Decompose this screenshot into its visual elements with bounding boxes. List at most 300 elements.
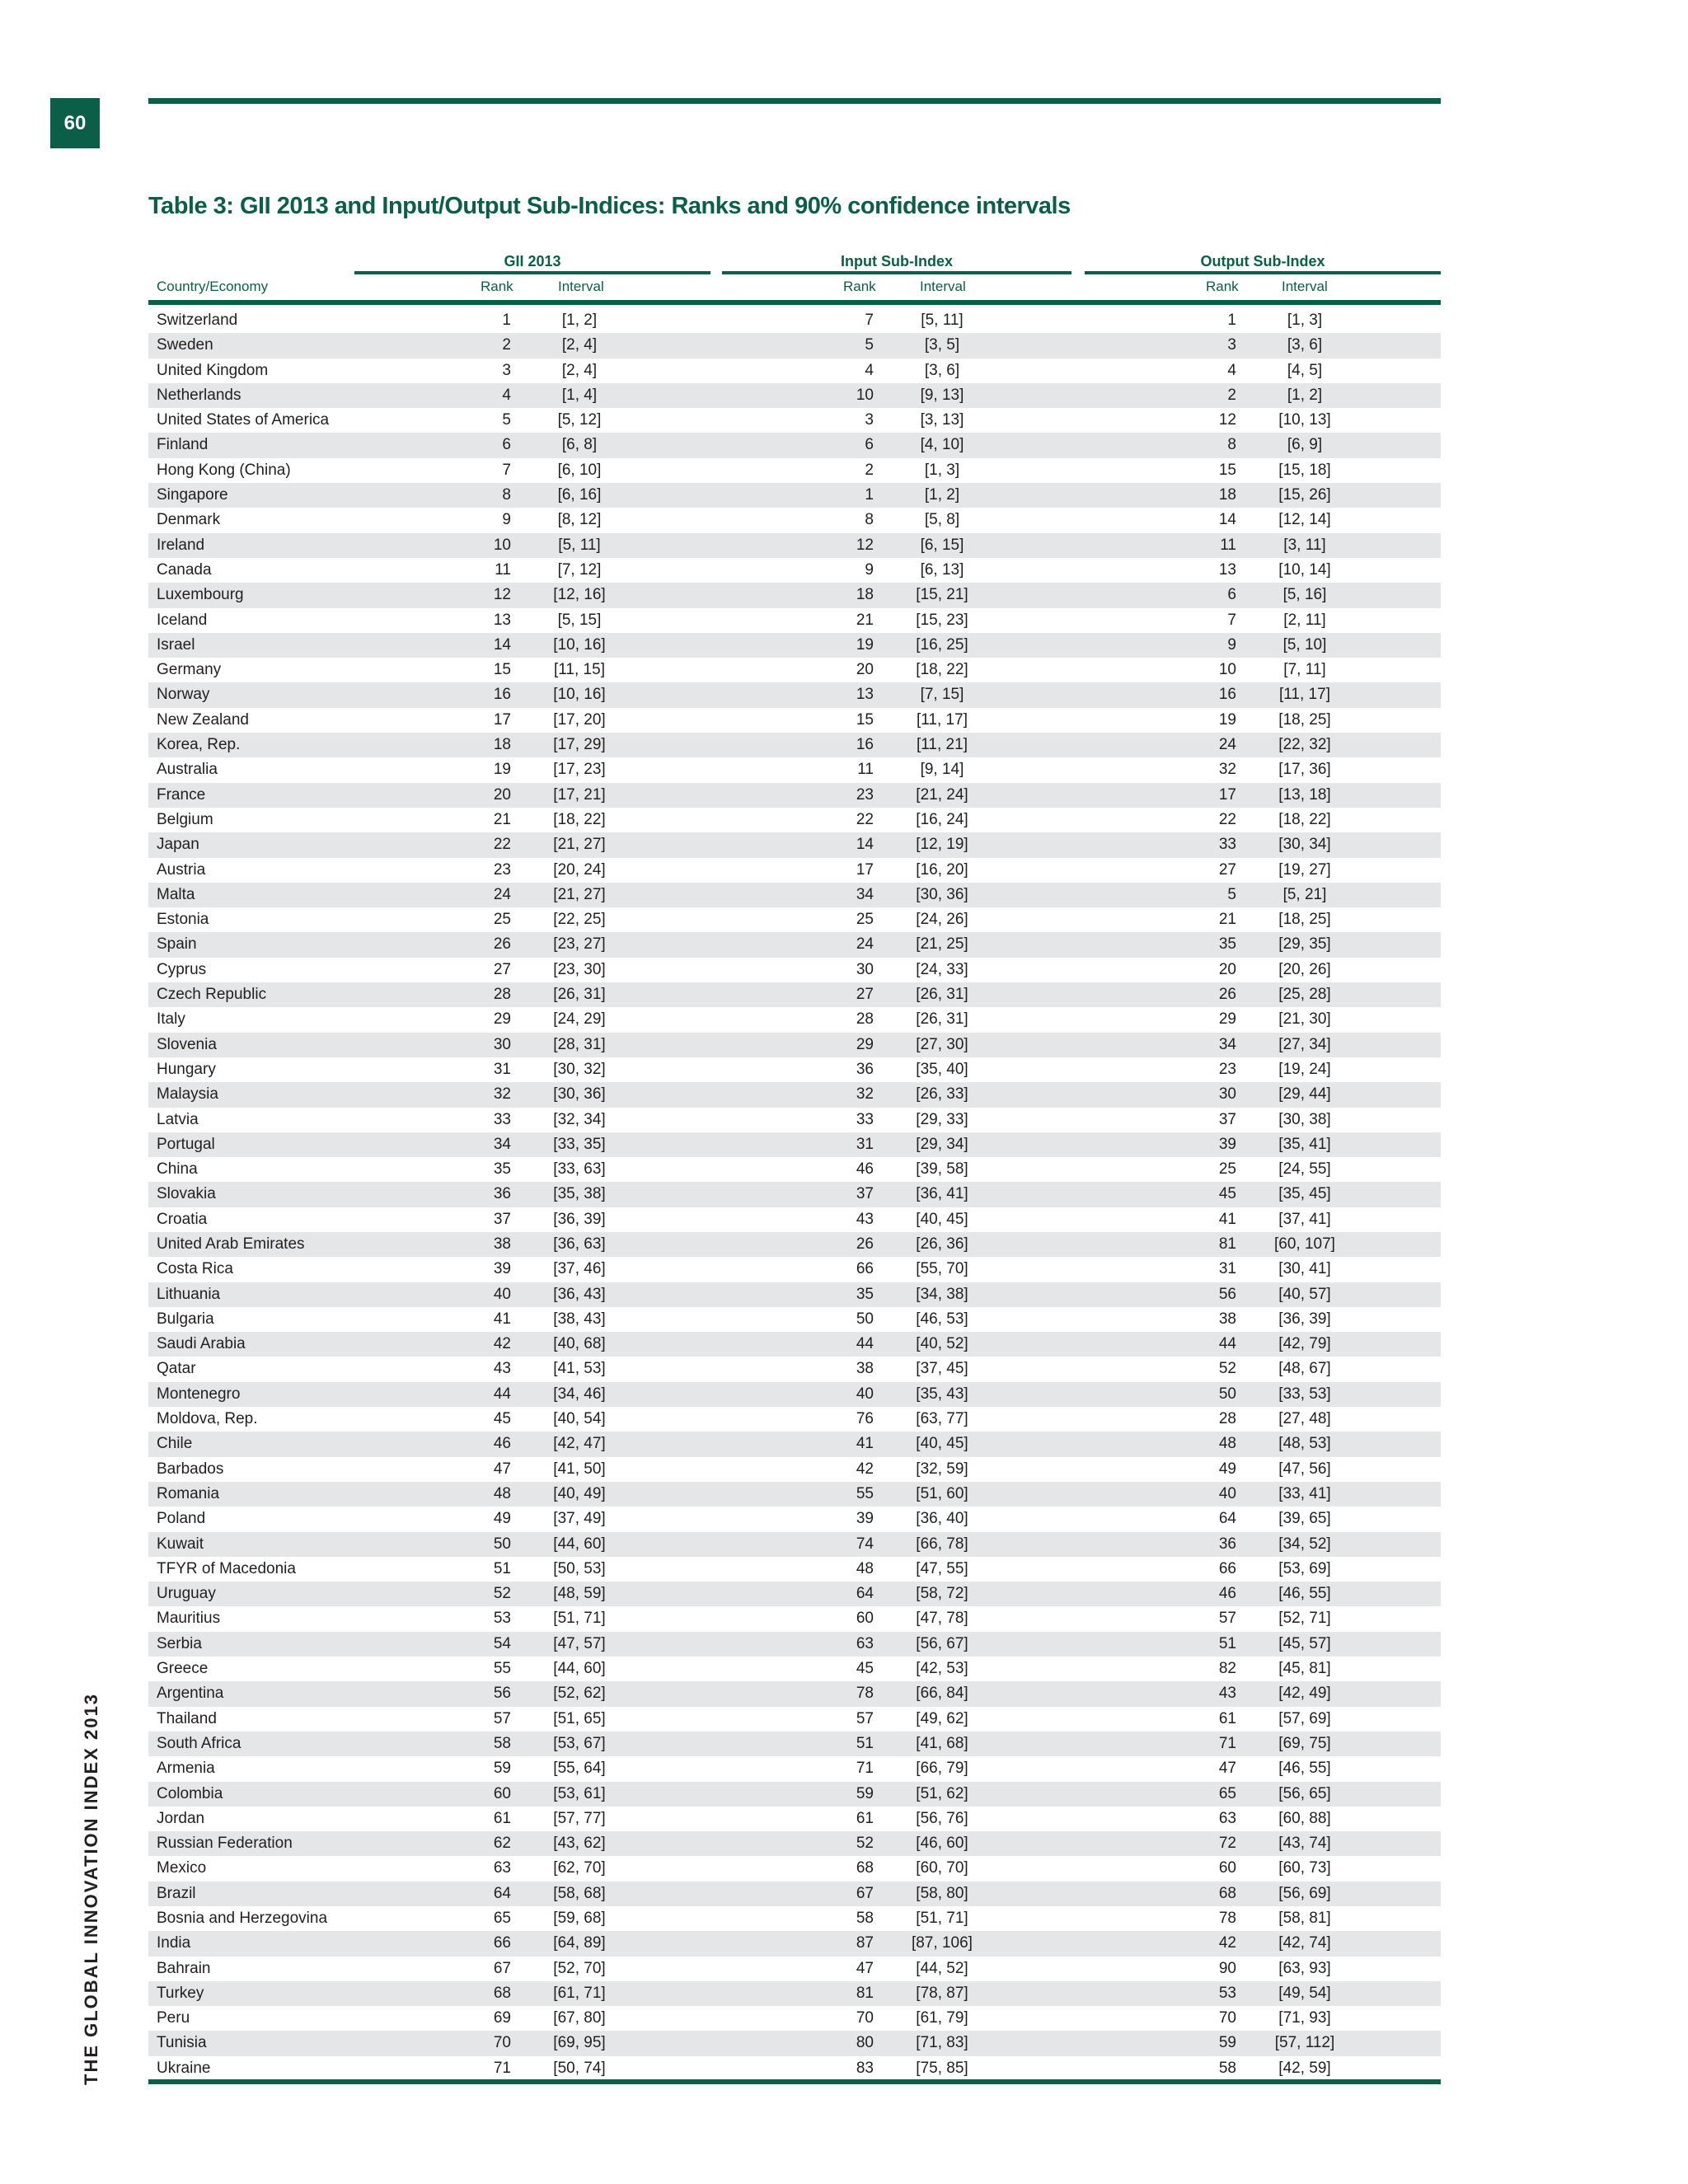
gii-interval-cell: [52, 62]: [553, 1685, 606, 1703]
output-rank-cell: 64: [1218, 1510, 1236, 1528]
table-row: [148, 1981, 1441, 2006]
output-interval-cell: [29, 35]: [1278, 935, 1331, 954]
input-interval-cell: [29, 33]: [916, 1110, 968, 1128]
table-row: [148, 1332, 1441, 1357]
gii-interval-cell: [5, 11]: [558, 536, 601, 554]
gii-interval-cell: [23, 30]: [553, 960, 606, 978]
input-rank-cell: 18: [856, 586, 874, 604]
gii-rank-header: Rank: [481, 279, 513, 294]
country-cell: Argentina: [157, 1685, 224, 1703]
gii-interval-cell: [44, 60]: [553, 1535, 606, 1553]
output-rank-cell: 20: [1218, 960, 1236, 978]
country-cell: Serbia: [157, 1634, 202, 1652]
country-cell: Montenegro: [157, 1385, 241, 1403]
input-rank-cell: 58: [856, 1910, 874, 1927]
output-interval-cell: [35, 45]: [1278, 1185, 1331, 1203]
input-interval-cell: [15, 21]: [916, 586, 968, 604]
country-cell: Ireland: [157, 536, 205, 554]
output-interval-cell: [60, 88]: [1278, 1809, 1331, 1827]
input-rank-cell: 57: [856, 1709, 874, 1727]
table-row: [148, 932, 1441, 957]
country-cell: Korea, Rep.: [157, 736, 241, 754]
gii-interval-cell: [32, 34]: [553, 1110, 606, 1128]
gii-rank-cell: 22: [493, 836, 511, 854]
output-interval-cell: [29, 44]: [1278, 1085, 1331, 1104]
gii-rank-cell: 58: [493, 1734, 511, 1752]
table-row: [148, 1082, 1441, 1107]
input-rank-cell: 48: [856, 1559, 874, 1577]
output-interval-cell: [5, 21]: [1282, 885, 1327, 903]
table-row: [148, 958, 1441, 982]
gii-rank-cell: 5: [502, 411, 511, 429]
country-cell: Switzerland: [157, 312, 238, 329]
input-rank-cell: 25: [856, 911, 874, 929]
output-rank-cell: 71: [1218, 1734, 1236, 1752]
gii-interval-cell: [41, 53]: [553, 1360, 606, 1378]
input-interval-cell: [60, 70]: [916, 1859, 968, 1877]
table-row: [148, 1957, 1441, 1981]
gii-interval-cell: [21, 27]: [553, 885, 606, 903]
output-interval-cell: [56, 65]: [1278, 1784, 1331, 1802]
table-row: [148, 1557, 1441, 1582]
input-rank-cell: 1: [865, 486, 874, 504]
output-rank-cell: 28: [1218, 1410, 1236, 1428]
gii-interval-cell: [50, 74]: [553, 2059, 606, 2077]
input-rank-header: Rank: [843, 279, 876, 294]
output-interval-cell: [49, 54]: [1278, 1984, 1331, 2002]
gii-rank-cell: 28: [493, 986, 511, 1004]
output-interval-cell: [4, 5]: [1287, 361, 1323, 379]
output-interval-cell: [19, 27]: [1278, 860, 1331, 879]
output-rank-cell: 34: [1218, 1035, 1236, 1053]
output-interval-cell: [3, 11]: [1283, 536, 1326, 554]
gii-interval-cell: [47, 57]: [553, 1634, 606, 1652]
input-rank-cell: 80: [856, 2034, 874, 2052]
output-rank-cell: 18: [1218, 486, 1236, 504]
table-row: [148, 1906, 1441, 1931]
input-interval-cell: [87, 106]: [912, 1934, 973, 1952]
input-rank-cell: 5: [865, 336, 874, 354]
input-rank-cell: 19: [856, 635, 874, 654]
gii-rank-cell: 23: [493, 860, 511, 879]
output-rank-cell: 58: [1218, 2059, 1236, 2077]
input-interval-cell: [16, 20]: [916, 860, 968, 879]
table-row: [148, 1207, 1441, 1232]
gii-interval-cell: [40, 68]: [553, 1335, 606, 1353]
input-interval-cell: [66, 78]: [916, 1535, 968, 1553]
output-interval-cell: [21, 30]: [1278, 1010, 1331, 1029]
gii-rank-cell: 26: [493, 935, 511, 954]
output-rank-cell: 19: [1218, 710, 1236, 729]
gii-rank-cell: 71: [493, 2059, 511, 2077]
input-interval-header: Interval: [920, 279, 966, 294]
output-rank-cell: 53: [1218, 1984, 1236, 2002]
table-row: [148, 982, 1441, 1007]
output-rank-cell: 7: [1227, 611, 1236, 629]
input-interval-cell: [21, 24]: [916, 785, 968, 804]
gii-rank-cell: 54: [493, 1634, 511, 1652]
output-rank-cell: 63: [1218, 1809, 1236, 1827]
output-rank-cell: 42: [1218, 1934, 1236, 1952]
table-row: [148, 1108, 1441, 1132]
output-interval-cell: [6, 9]: [1287, 436, 1323, 454]
country-cell: Saudi Arabia: [157, 1335, 246, 1353]
output-interval-cell: [19, 24]: [1278, 1060, 1331, 1078]
output-interval-cell: [48, 67]: [1278, 1360, 1331, 1378]
country-cell: South Africa: [157, 1734, 241, 1752]
output-rank-cell: 82: [1218, 1660, 1236, 1678]
table-row: [148, 1732, 1441, 1756]
output-rank-cell: 45: [1218, 1185, 1236, 1203]
input-rank-cell: 23: [856, 785, 874, 804]
output-rank-cell: 90: [1218, 1959, 1236, 1977]
country-cell: Poland: [157, 1510, 206, 1528]
input-interval-cell: [16, 24]: [916, 810, 968, 828]
top-rule: [148, 98, 1441, 104]
gii-rank-cell: 20: [493, 785, 511, 804]
input-rank-cell: 21: [856, 611, 874, 629]
input-interval-cell: [7, 15]: [920, 686, 964, 704]
input-rank-cell: 66: [856, 1260, 874, 1278]
country-cell: Colombia: [157, 1784, 223, 1802]
table-row: [148, 1157, 1441, 1182]
output-interval-cell: [24, 55]: [1278, 1160, 1331, 1179]
output-rank-cell: 17: [1218, 785, 1236, 804]
table-row: [148, 1033, 1441, 1057]
gii-interval-cell: [34, 46]: [553, 1385, 606, 1403]
gii-interval-cell: [5, 12]: [557, 411, 602, 429]
table-row: [148, 2031, 1441, 2055]
gii-interval-cell: [12, 16]: [553, 586, 606, 604]
output-interval-cell: [57, 69]: [1278, 1709, 1331, 1727]
gii-interval-cell: [35, 38]: [553, 1185, 606, 1203]
table-row: [148, 2006, 1441, 2031]
output-rank-cell: 31: [1218, 1260, 1236, 1278]
gii-rank-cell: 11: [495, 560, 511, 579]
input-rank-cell: 67: [856, 1884, 874, 1902]
input-rank-cell: 17: [856, 860, 874, 879]
input-interval-cell: [66, 84]: [916, 1685, 968, 1703]
country-cell: Brazil: [157, 1884, 196, 1902]
country-cell: Greece: [157, 1660, 209, 1678]
country-cell: Lithuania: [157, 1285, 221, 1303]
output-rank-cell: 22: [1218, 810, 1236, 828]
table-row: [148, 708, 1441, 733]
gii-interval-cell: [21, 27]: [553, 836, 606, 854]
country-cell: Italy: [157, 1010, 185, 1029]
output-rank-cell: 27: [1218, 860, 1236, 879]
output-interval-cell: [63, 93]: [1278, 1959, 1331, 1977]
country-cell: Portugal: [157, 1135, 215, 1153]
gii-rank-cell: 7: [502, 461, 511, 479]
gii-interval-cell: [11, 15]: [554, 661, 605, 679]
table-row: [148, 858, 1441, 883]
country-cell: United States of America: [157, 411, 330, 429]
output-interval-cell: [53, 69]: [1278, 1559, 1331, 1577]
gii-interval-cell: [7, 12]: [557, 560, 602, 579]
input-interval-cell: [3, 5]: [924, 336, 960, 354]
output-interval-cell: [10, 13]: [1278, 411, 1331, 429]
input-rank-cell: 34: [856, 885, 874, 903]
input-interval-cell: [58, 72]: [916, 1585, 968, 1603]
table-row: [148, 483, 1441, 508]
gii-rank-cell: 44: [493, 1385, 511, 1403]
input-interval-cell: [11, 17]: [917, 710, 968, 729]
output-rank-cell: 33: [1218, 836, 1236, 854]
input-interval-cell: [61, 79]: [916, 2009, 968, 2027]
table-row: [148, 907, 1441, 932]
output-interval-cell: [35, 41]: [1278, 1135, 1331, 1153]
input-rank-cell: 8: [865, 511, 874, 529]
output-rank-cell: 8: [1227, 436, 1236, 454]
country-cell: Norway: [157, 686, 210, 704]
output-rank-cell: 70: [1218, 2009, 1236, 2027]
output-interval-cell: [22, 32]: [1278, 736, 1331, 754]
gii-interval-cell: [44, 60]: [553, 1660, 606, 1678]
input-interval-cell: [11, 21]: [917, 736, 968, 754]
input-interval-cell: [37, 45]: [916, 1360, 968, 1378]
output-rank-cell: 37: [1218, 1110, 1236, 1128]
output-interval-cell: [25, 28]: [1278, 986, 1331, 1004]
input-rank-cell: 47: [856, 1959, 874, 1977]
country-cell: Russian Federation: [157, 1835, 293, 1853]
output-rank-cell: 23: [1218, 1060, 1236, 1078]
output-interval-cell: [27, 34]: [1278, 1035, 1331, 1053]
output-interval-cell: [39, 65]: [1278, 1510, 1331, 1528]
country-cell: Iceland: [157, 611, 208, 629]
table-row: [148, 1182, 1441, 1207]
input-interval-cell: [18, 22]: [916, 661, 968, 679]
input-interval-cell: [40, 52]: [916, 1335, 968, 1353]
input-rank-cell: 40: [856, 1385, 874, 1403]
output-rank-cell: 52: [1218, 1360, 1236, 1378]
input-interval-cell: [3, 6]: [924, 361, 960, 379]
gii-interval-cell: [33, 63]: [553, 1160, 606, 1179]
gii-interval-cell: [59, 68]: [553, 1910, 606, 1927]
output-interval-cell: [33, 53]: [1278, 1385, 1331, 1403]
country-cell: Armenia: [157, 1760, 215, 1778]
gii-interval-cell: [37, 46]: [553, 1260, 606, 1278]
input-interval-cell: [29, 34]: [916, 1135, 968, 1153]
table-row: [148, 1407, 1441, 1432]
gii-interval-cell: [51, 65]: [553, 1709, 606, 1727]
table-row: [148, 558, 1441, 583]
country-cell: Estonia: [157, 911, 209, 929]
input-interval-cell: [35, 43]: [916, 1385, 968, 1403]
output-interval-cell: [46, 55]: [1278, 1760, 1331, 1778]
gii-interval-cell: [17, 29]: [553, 736, 606, 754]
table-row: [148, 1232, 1441, 1257]
output-rank-cell: 3: [1227, 336, 1236, 354]
gii-rank-cell: 53: [493, 1610, 511, 1628]
output-rank-cell: 50: [1218, 1385, 1236, 1403]
output-rank-cell: 4: [1227, 361, 1236, 379]
input-rank-cell: 52: [856, 1835, 874, 1853]
gii-interval-cell: [6, 16]: [557, 486, 602, 504]
input-rank-cell: 9: [865, 560, 874, 579]
gii-rank-cell: 66: [493, 1934, 511, 1952]
table-body: [148, 308, 1441, 2081]
table-row: [148, 1057, 1441, 1082]
output-interval-cell: [5, 10]: [1282, 635, 1327, 654]
table-row: [148, 1432, 1441, 1456]
gii-rank-cell: 55: [493, 1660, 511, 1678]
input-rank-cell: 24: [856, 935, 874, 954]
gii-rank-cell: 35: [493, 1160, 511, 1179]
input-interval-cell: [66, 79]: [916, 1760, 968, 1778]
output-rank-cell: 44: [1218, 1335, 1236, 1353]
header-rule: [148, 300, 1441, 305]
output-interval-cell: [58, 81]: [1278, 1910, 1331, 1927]
gii-rank-cell: 32: [493, 1085, 511, 1104]
output-interval-cell: [10, 14]: [1278, 560, 1331, 579]
gii-interval-cell: [36, 43]: [553, 1285, 606, 1303]
output-interval-cell: [60, 73]: [1278, 1859, 1331, 1877]
input-interval-cell: [24, 33]: [916, 960, 968, 978]
table-row: [148, 883, 1441, 907]
output-rank-cell: 12: [1218, 411, 1236, 429]
table-row: [148, 533, 1441, 558]
input-interval-cell: [36, 40]: [916, 1510, 968, 1528]
input-interval-cell: [63, 77]: [916, 1410, 968, 1428]
output-interval-cell: [36, 39]: [1278, 1310, 1331, 1328]
gii-rank-cell: 52: [493, 1585, 511, 1603]
country-cell: Chile: [157, 1435, 193, 1453]
gii-rank-cell: 48: [493, 1484, 511, 1502]
country-cell: Hungary: [157, 1060, 216, 1078]
gii-rank-cell: 62: [493, 1835, 511, 1853]
country-cell: Japan: [157, 836, 199, 854]
gii-interval-cell: [1, 2]: [561, 312, 598, 329]
input-interval-cell: [15, 23]: [916, 611, 968, 629]
input-rank-cell: 27: [856, 986, 874, 1004]
country-cell: Thailand: [157, 1709, 217, 1727]
output-interval-cell: [18, 25]: [1278, 710, 1331, 729]
output-interval-cell: [15, 18]: [1278, 461, 1331, 479]
input-rank-cell: 35: [856, 1285, 874, 1303]
input-rank-cell: 26: [856, 1235, 874, 1253]
input-rank-cell: 31: [856, 1135, 874, 1153]
input-interval-cell: [39, 58]: [916, 1160, 968, 1179]
gii-rank-cell: 17: [493, 710, 511, 729]
table-row: [148, 1931, 1441, 1956]
output-interval-cell: [15, 26]: [1278, 486, 1331, 504]
country-cell: Australia: [157, 761, 218, 779]
output-interval-cell: [30, 38]: [1278, 1110, 1331, 1128]
gii-rank-cell: 19: [493, 761, 511, 779]
country-cell: Malaysia: [157, 1085, 218, 1104]
output-interval-cell: [37, 41]: [1278, 1210, 1331, 1228]
output-rank-cell: 48: [1218, 1435, 1236, 1453]
table-row: [148, 808, 1441, 832]
output-rank-cell: 49: [1218, 1460, 1236, 1478]
table-row: [148, 1807, 1441, 1831]
input-rank-cell: 38: [856, 1360, 874, 1378]
input-rank-cell: 83: [856, 2059, 874, 2077]
input-interval-cell: [47, 78]: [916, 1610, 968, 1628]
country-cell: Mauritius: [157, 1610, 221, 1628]
input-rank-cell: 33: [856, 1110, 874, 1128]
gii-interval-cell: [20, 24]: [553, 860, 606, 879]
country-cell: China: [157, 1160, 198, 1179]
gii-rank-cell: 27: [493, 960, 511, 978]
input-rank-cell: 10: [856, 386, 874, 404]
input-rank-cell: 76: [856, 1410, 874, 1428]
gii-rank-cell: 70: [493, 2034, 511, 2052]
gii-rank-cell: 38: [493, 1235, 511, 1253]
output-rank-cell: 72: [1218, 1835, 1236, 1853]
output-rank-cell: 29: [1218, 1010, 1236, 1029]
gii-rank-cell: 15: [493, 661, 511, 679]
output-rank-cell: 24: [1218, 736, 1236, 754]
output-rank-cell: 51: [1218, 1634, 1236, 1652]
table-row: [148, 1507, 1441, 1531]
table-row: [148, 1132, 1441, 1157]
input-rank-cell: 70: [856, 2009, 874, 2027]
gii-rank-cell: 21: [493, 810, 511, 828]
gii-interval-header: Interval: [558, 279, 604, 294]
gii-interval-cell: [62, 70]: [553, 1859, 606, 1877]
output-rank-cell: 81: [1218, 1235, 1236, 1253]
gii-interval-cell: [52, 70]: [553, 1959, 606, 1977]
input-rank-cell: 61: [856, 1809, 874, 1827]
gii-interval-cell: [6, 10]: [557, 461, 602, 479]
output-rank-cell: 43: [1218, 1685, 1236, 1703]
input-interval-cell: [49, 62]: [916, 1709, 968, 1727]
output-rank-cell: 1: [1227, 312, 1236, 329]
gii-rank-cell: 61: [493, 1809, 511, 1827]
country-cell: Jordan: [157, 1809, 205, 1827]
gii-rank-cell: 39: [493, 1260, 511, 1278]
country-cell: Moldova, Rep.: [157, 1410, 258, 1428]
input-rank-cell: 4: [865, 361, 874, 379]
input-rank-cell: 16: [856, 736, 874, 754]
input-rank-cell: 55: [856, 1484, 874, 1502]
output-interval-header: Interval: [1282, 279, 1328, 294]
output-interval-cell: [33, 41]: [1278, 1484, 1331, 1502]
input-rank-cell: 42: [856, 1460, 874, 1478]
input-rank-cell: 44: [856, 1335, 874, 1353]
table-row: [148, 1707, 1441, 1732]
input-interval-cell: [26, 33]: [916, 1085, 968, 1104]
gii-interval-cell: [53, 61]: [553, 1784, 606, 1802]
output-interval-cell: [17, 36]: [1278, 761, 1331, 779]
country-cell: Bosnia and Herzegovina: [157, 1910, 328, 1927]
input-interval-cell: [16, 25]: [916, 635, 968, 654]
country-cell: Czech Republic: [157, 986, 267, 1004]
output-rank-cell: 5: [1227, 885, 1236, 903]
output-interval-cell: [60, 107]: [1274, 1235, 1335, 1253]
gii-rank-cell: 65: [493, 1910, 511, 1927]
input-interval-cell: [4, 10]: [920, 436, 964, 454]
output-rank-cell: 15: [1218, 461, 1236, 479]
output-rank-cell: 46: [1218, 1585, 1236, 1603]
gii-rank-cell: 49: [493, 1510, 511, 1528]
gii-rank-cell: 50: [493, 1535, 511, 1553]
gii-interval-cell: [37, 49]: [553, 1510, 606, 1528]
output-rank-cell: 38: [1218, 1310, 1236, 1328]
gii-interval-cell: [5, 15]: [557, 611, 602, 629]
country-cell: France: [157, 785, 206, 804]
output-interval-cell: [45, 57]: [1278, 1634, 1331, 1652]
output-rank-cell: 61: [1218, 1709, 1236, 1727]
output-rank-cell: 14: [1218, 511, 1236, 529]
input-rank-cell: 11: [857, 761, 874, 779]
input-rank-cell: 74: [856, 1535, 874, 1553]
country-cell: Turkey: [157, 1984, 204, 2002]
gii-rank-cell: 47: [493, 1460, 511, 1478]
input-rank-cell: 43: [856, 1210, 874, 1228]
